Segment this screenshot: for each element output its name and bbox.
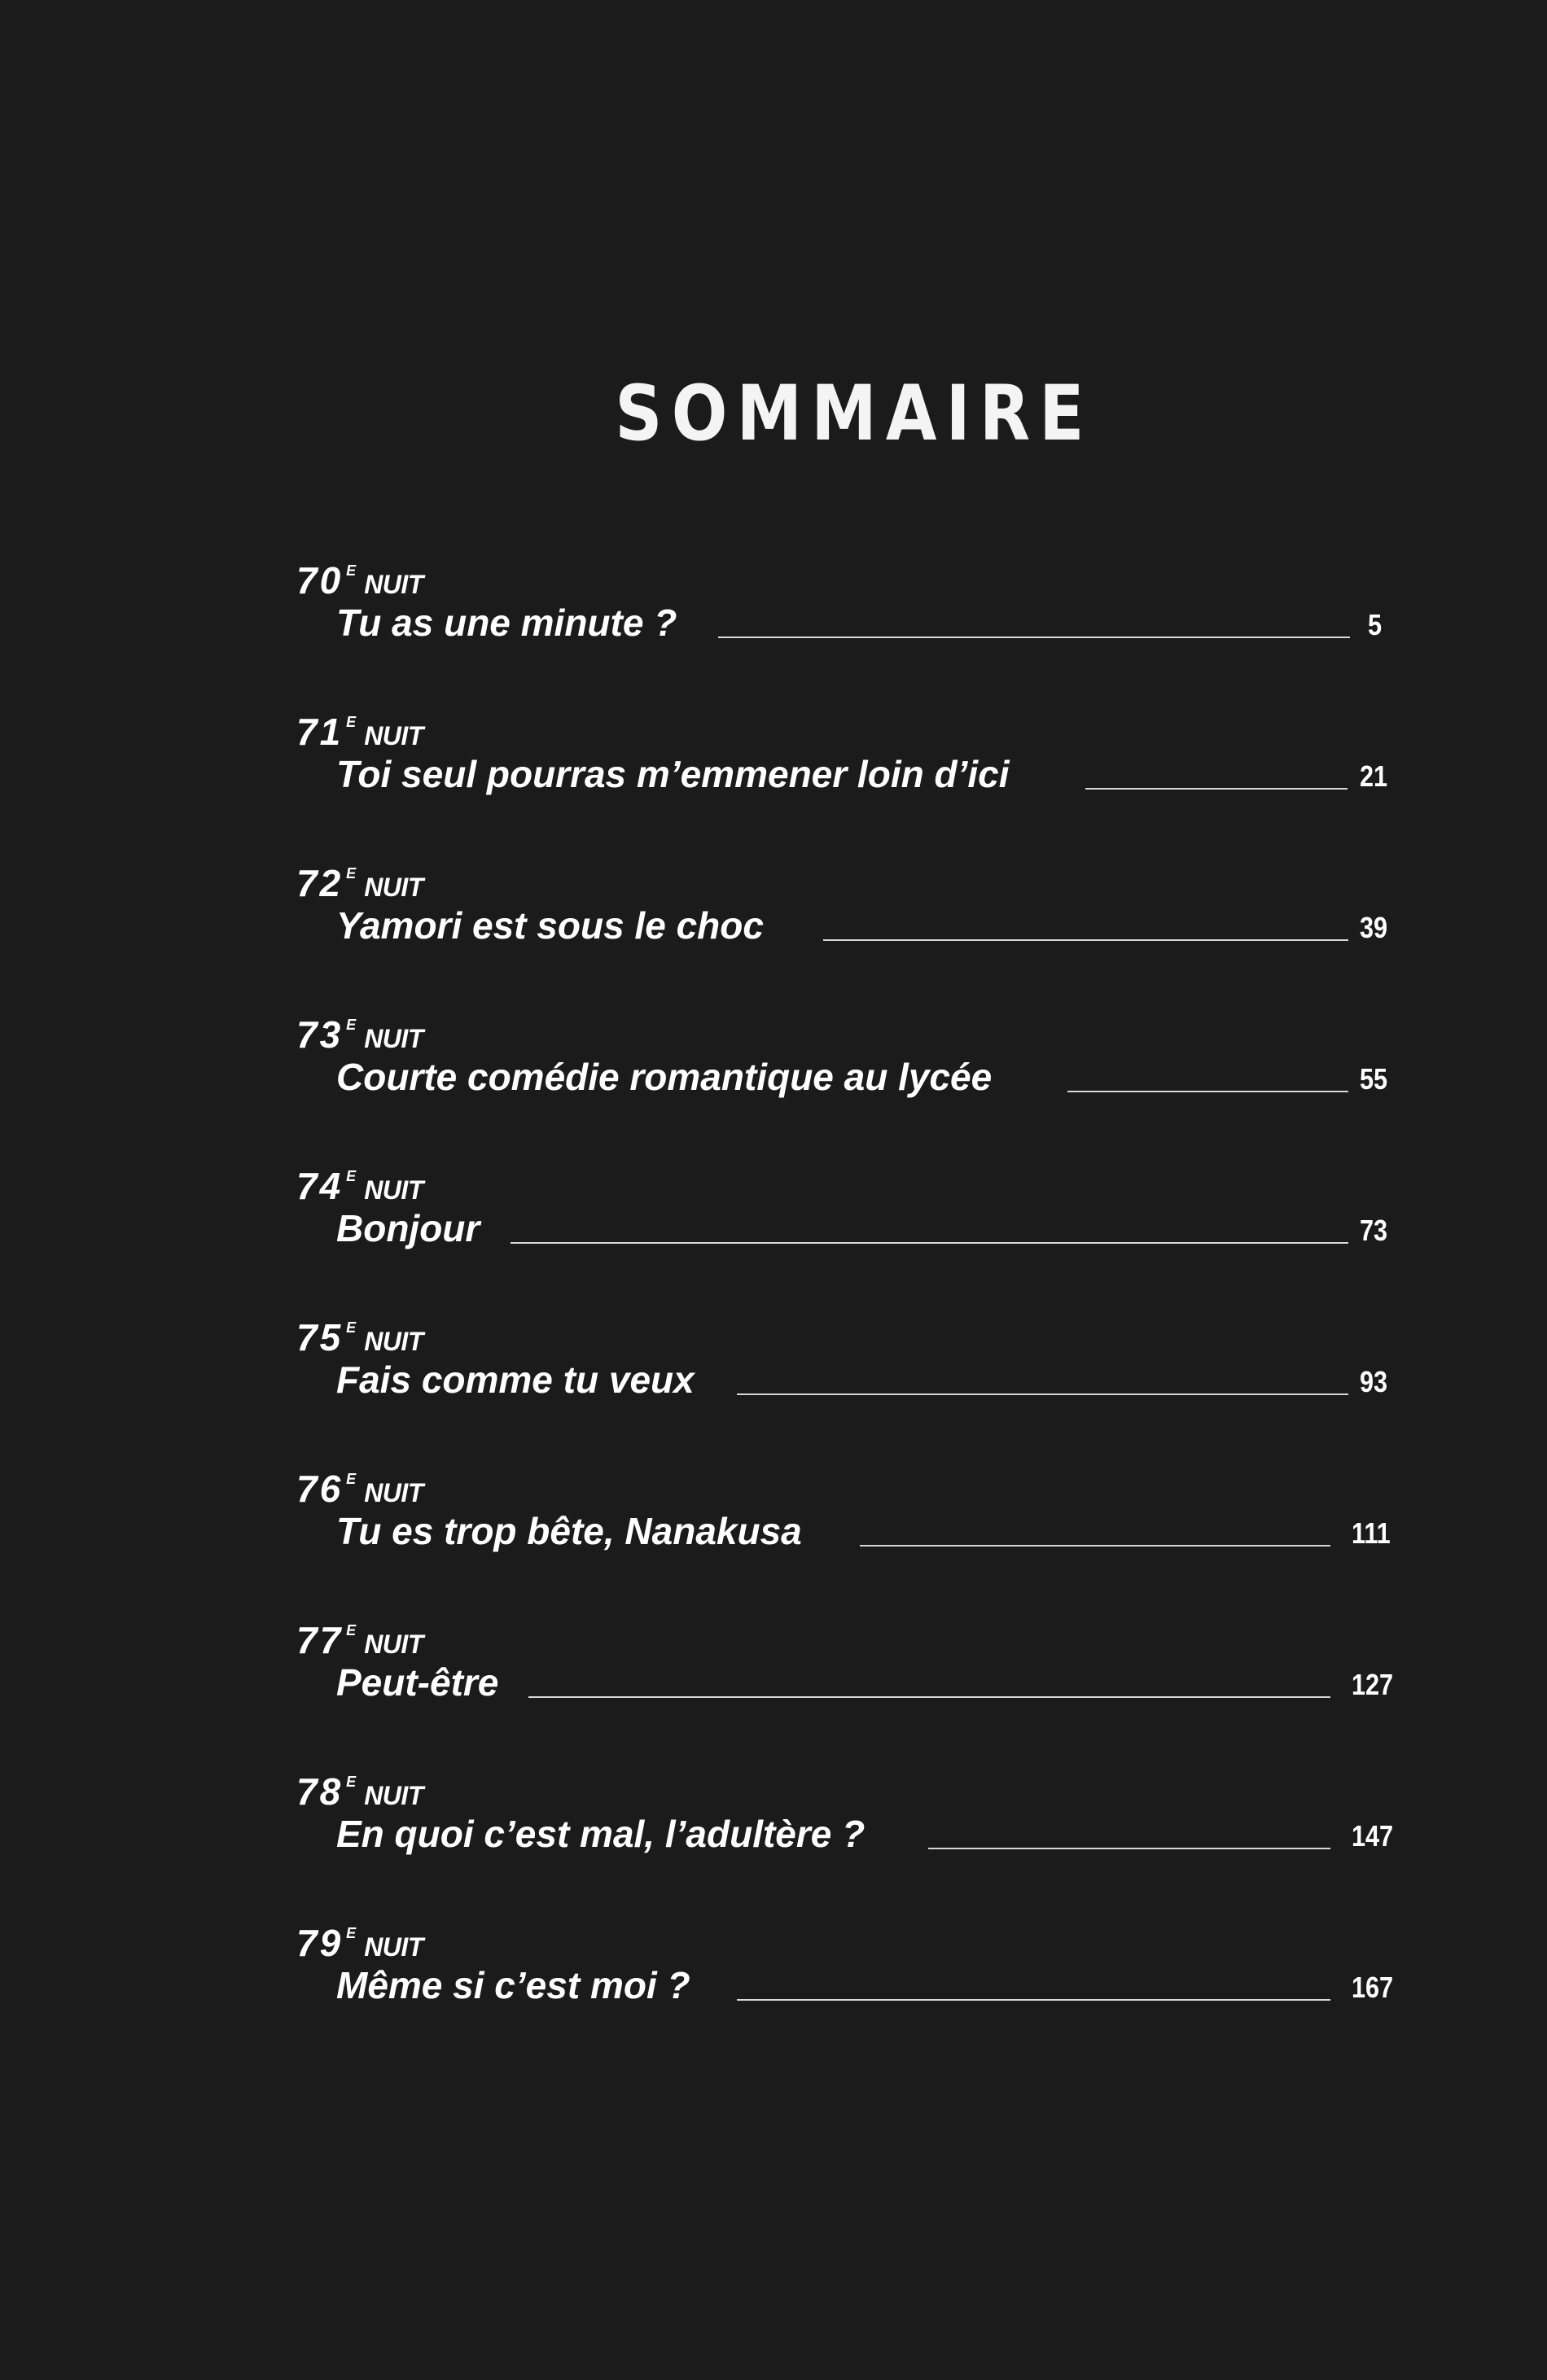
page-number: 21 xyxy=(1360,759,1388,793)
chapter-number: 76 E NUIT xyxy=(296,1468,423,1510)
dot-leader xyxy=(860,1545,1330,1547)
page-number: 5 xyxy=(1368,608,1383,641)
page-number: 147 xyxy=(1352,1819,1394,1853)
chapter-title: Toi seul pourras m’emmener loin d’ici xyxy=(336,753,1010,795)
toc-entry xyxy=(0,1013,1547,1146)
chapter-title: Peut-être xyxy=(336,1661,499,1704)
chapter-number: 77 E NUIT xyxy=(296,1619,423,1661)
page-title: SOMMAIRE xyxy=(615,370,1093,458)
dot-leader xyxy=(737,1999,1330,2001)
chapter-number: 73 E NUIT xyxy=(296,1013,423,1056)
dot-leader xyxy=(528,1696,1330,1698)
dot-leader xyxy=(1085,788,1348,790)
toc-entry xyxy=(0,1316,1547,1449)
page-number: 111 xyxy=(1352,1516,1391,1550)
dot-leader xyxy=(823,939,1348,941)
chapter-title: Yamori est sous le choc xyxy=(336,904,764,947)
chapter-title: Fais comme tu veux xyxy=(336,1358,695,1401)
toc-entry xyxy=(0,713,1547,843)
dot-leader xyxy=(1067,1091,1348,1092)
chapter-number: 75 E NUIT xyxy=(296,1316,423,1358)
chapter-number: 79 E NUIT xyxy=(296,1922,423,1964)
toc-entry xyxy=(0,1470,1547,1600)
chapter-title: Tu es trop bête, Nanakusa xyxy=(336,1510,802,1552)
page-number: 73 xyxy=(1360,1214,1388,1247)
toc-entry xyxy=(0,1167,1547,1297)
page-number: 93 xyxy=(1360,1365,1388,1398)
chapter-number: 74 E NUIT xyxy=(296,1165,423,1207)
page-number: 127 xyxy=(1352,1668,1394,1701)
chapter-number: 72 E NUIT xyxy=(296,862,423,904)
toc-entry xyxy=(0,864,1547,995)
chapter-number: 70 E NUIT xyxy=(296,559,423,602)
toc-entry xyxy=(0,1621,1547,1752)
chapter-title: Même si c’est moi ? xyxy=(336,1964,690,2006)
chapter-number: 78 E NUIT xyxy=(296,1770,423,1813)
chapter-title: Tu as une minute ? xyxy=(336,602,677,644)
toc-entry xyxy=(0,559,1547,692)
chapter-number: 71 E NUIT xyxy=(296,711,423,753)
dot-leader xyxy=(928,1848,1330,1849)
toc-entry xyxy=(0,1924,1547,2054)
dot-leader xyxy=(511,1242,1348,1244)
toc-entry xyxy=(0,1770,1547,1903)
page-number: 55 xyxy=(1360,1062,1388,1096)
page-number: 167 xyxy=(1352,1971,1394,2004)
chapter-title: Bonjour xyxy=(336,1207,480,1249)
chapter-title: En quoi c’est mal, l’adultère ? xyxy=(336,1813,866,1855)
dot-leader xyxy=(718,637,1350,638)
chapter-title: Courte comédie romantique au lycée xyxy=(336,1056,993,1098)
page-number: 39 xyxy=(1360,911,1388,944)
dot-leader xyxy=(737,1393,1348,1395)
